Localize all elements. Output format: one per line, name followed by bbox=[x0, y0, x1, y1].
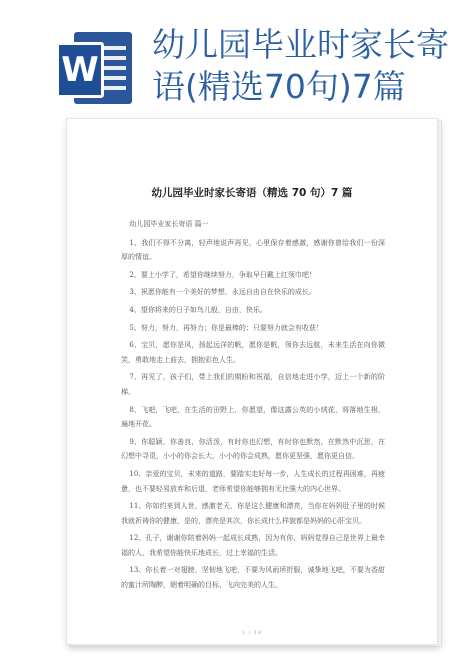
section-heading: 幼儿园毕业家长寄语 篇一 bbox=[129, 220, 209, 228]
paragraph: 13、你长着一对翅膀，坚韧地飞吧，不要为风雨所折服，诚挚地飞吧，不要为香甜的蜜汁所陶醉，朝着明确的目标，飞向完美的人生。 bbox=[121, 566, 385, 590]
document-body bbox=[121, 217, 385, 596]
paragraph: 4、望你将来的日子如鸟儿般，自由，快乐。 bbox=[129, 305, 267, 314]
paragraph: 7、再见了，孩子们，带上我们的期盼和祝福，自信地走进小学，迈上一个新的阶梯。 bbox=[121, 373, 385, 396]
paragraph: 10、亲爱的宝贝，未来的道路，要踏实走好每一步，人生成长的过程再困难，再疲惫，也不要轻易放弃和后退，老师希望你能够拥有无比强大的内心世界。 bbox=[121, 469, 385, 493]
page-number: 1 / 18 bbox=[241, 630, 263, 636]
paragraph: 11、你如约来到人世，感激老天，你是这么健康和漂亮，当你在妈妈肚子里的时候我就祈祷你的健康，是的，漂亮是其次，你长成什么样貌都是妈妈的心肝宝贝。 bbox=[121, 502, 385, 525]
paragraph: 12、孔子，谢谢你陪着妈妈一起成长成熟，因为有你，妈妈觉得自己是世界上最幸福的人，我希望你能快乐地成长，过上幸福的生活。 bbox=[121, 534, 385, 557]
paragraph-list bbox=[121, 236, 385, 593]
paragraph: 6、宝贝，愿你是风，扬起远洋的帆，愿你是帆，领你去远航，未来生活在向你微笑，勇敢地走上前去，拥抱彩色人生。 bbox=[121, 341, 385, 364]
paragraph: 5、努力，努力，再努力；你是最棒的；只要努力就会有收获！ bbox=[129, 323, 323, 332]
paragraph: 1、我们不得不分离，轻声地说声再见，心里保存着感激，感谢你曾给我们一份深厚的情谊。 bbox=[121, 238, 385, 262]
paragraph: 8、飞吧，飞吧，在生活的田野上，你愿望，像这露公英的小绒花，将落地生根，遍地开花。 bbox=[121, 405, 385, 429]
document-title: 幼儿园毕业时家长寄语（精选 70 句）7 篇 bbox=[151, 187, 353, 199]
paragraph: 2、要上小学了，希望你继续努力，争取早日戴上红领巾吧！ bbox=[129, 270, 316, 279]
word-icon bbox=[56, 28, 136, 108]
page-title: 幼儿园毕业时家长寄语(精选70句)7篇 bbox=[152, 25, 449, 106]
word-badge: W bbox=[56, 42, 104, 98]
document-page bbox=[66, 118, 438, 645]
paragraph: 3、祝愿你能有一个美好的梦想，永远自由自在快乐的成长。 bbox=[129, 288, 316, 297]
paragraph: 9、你聪颖，你善良，你活泼，有时你也幻想，有时你也默然，在默然中沉思，在幻想中寻觅，小小的你会长大，小小的你会成熟，愿你更坚强，愿你更自信。 bbox=[121, 437, 385, 461]
